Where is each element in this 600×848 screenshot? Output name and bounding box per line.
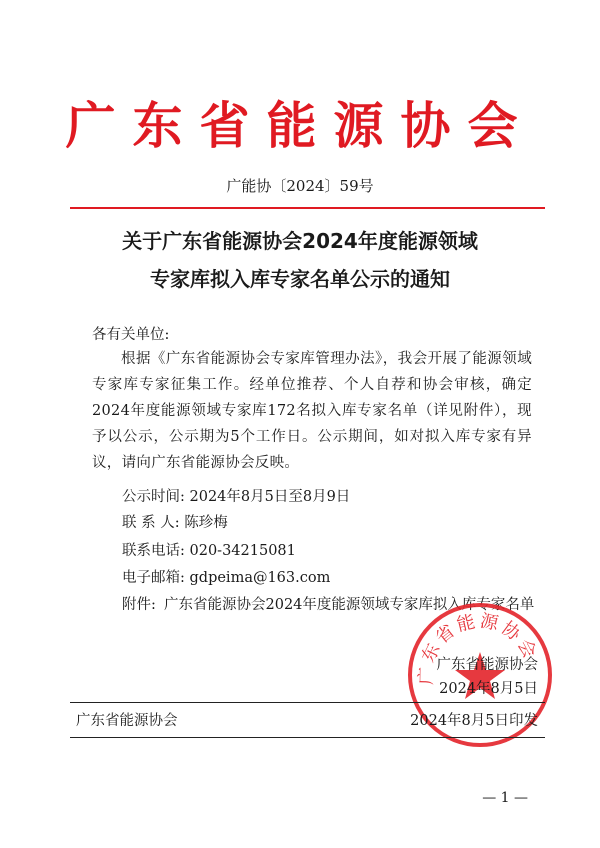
salutation: 各有关单位: <box>92 327 170 343</box>
info-value: 2024年8月5日至8月9日 <box>189 489 351 505</box>
info-row-contact-person <box>122 510 228 536</box>
info-value: 陈珍梅 <box>184 515 228 531</box>
seal-text: 广东省能源协会 <box>415 610 542 686</box>
info-label: 联 系 人: <box>122 515 180 531</box>
notice-title-line-2: 专家库拟入库专家名单公示的通知 <box>150 267 450 291</box>
red-separator-line <box>70 207 545 209</box>
notice-title-line-1: 关于广东省能源协会2024年度能源领域 <box>122 229 478 253</box>
attachment-value: 广东省能源协会2024年度能源领域专家库拟入库专家名单 <box>164 597 535 613</box>
footer-top-line <box>70 702 545 703</box>
body-paragraph: 根据《广东省能源协会专家库管理办法》，我会开展了能源领域专家库专家征集工作。经单位推荐、个人自荐和协会审核，确定2024年度能源领域专家库172名拟入库专家名单（详见附件），现予以公示，公示期为5个工作日。公示期间，如对拟入库专家有异议，请向广东省能源协会反映。 <box>92 351 532 471</box>
signature-date: 2024年8月5日 <box>439 681 538 697</box>
info-label: 公示时间: <box>122 489 185 505</box>
document-number: 广能协〔2024〕59号 <box>226 177 374 195</box>
info-row-publicity-time <box>122 484 350 510</box>
info-value: 020-34215081 <box>189 543 296 559</box>
footer-bottom-line <box>70 737 545 738</box>
info-row-email <box>122 565 330 591</box>
signature-org: 广东省能源协会 <box>436 657 538 673</box>
page-number: — 1 — <box>482 790 528 806</box>
footer-issue-date: 2024年8月5日印发 <box>410 713 538 729</box>
footer-issuer: 广东省能源协会 <box>76 713 178 729</box>
info-label: 电子邮箱: <box>122 570 185 586</box>
org-red-title: 广东省能源协会 <box>65 96 535 155</box>
info-row-phone <box>122 538 296 564</box>
info-label: 联系电话: <box>122 543 185 559</box>
attachment-label: 附件: <box>122 597 156 613</box>
info-value: gdpeima@163.com <box>189 570 331 586</box>
